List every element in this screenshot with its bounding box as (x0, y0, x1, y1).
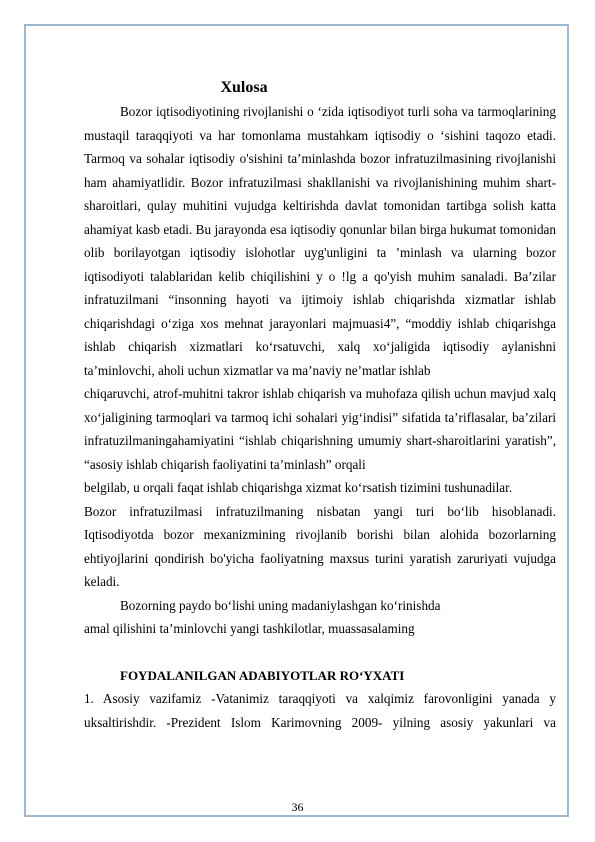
paragraph-definition-end: belgilab, u orqali faqat ishlab chiqarishga xizmat ko‘rsatish tizimini tushunadilar. (84, 480, 513, 495)
spacer (84, 641, 556, 664)
paragraph-new-organizations: amal qilishini ta’minlovchi yangi tashkilotlar, muassasalaming (84, 621, 415, 636)
paragraph-market-emergence: Bozorning paydo bo‘lishi uning madaniylashgan ko‘rinishda (120, 597, 441, 613)
page-number: 36 (291, 800, 304, 814)
references-heading: FOYDALANILGAN ADABIYOTLAR RO‘YXATI (120, 667, 405, 683)
paragraph-continuation: chiqaruvchi, atrof-muhitni takror ishlab chiqarish va muhofaza qilish uchun mavjud xalq xo‘jaligining tarmoqlari va tarmoq ichi sohalari yig‘indisi” sifatida ta’riflasalar, ba’zilari infratuzilmaningahamiyatini “ishlab chiqarishning umumiy shart-sharoitlarini yaratish”, “asosiy ishlab chiqarish faoliyatini ta’minlash” orqali (84, 386, 556, 472)
section-title: Xulosa (220, 79, 268, 96)
reference-item: 1. Asosiy vazifamiz -Vatanimiz taraqqiyoti va xalqimiz farovonligini yanada y uksaltirishdir. -Prezident Islom Karimovning 2009- yilning asosiy yakunlari va (84, 691, 556, 730)
document-body (84, 76, 556, 734)
paragraph-intro: Bozor iqtisodiyotining rivojlanishi o ‘zida iqtisodiyot turli soha va tarmoqlarining mustaqil taraqqiyoti va har tomonlama mustahkam iqtisodiy o ‘sishini taqozo etadi. Tarmoq va sohalar iqtisodiy o'sishini ta’minlashda bozor infratuzilmasining rivojlanishi ham ahamiyatlidir. Bozor infratuzilmasi shakllanishi va rivojlanishining muhim shart- sharoitlari, qulay muhitini vujudga keltirishda davlat tomonidan tartibga solish katta ahamiyat kasb etadi. Bu jarayonda esa iqtisodiy qonunlar bilan birga hukumat tomonidan olib borilayotgan iqtisodiy islohotlar uyg'unligini ta ’minlash va ularning bozor iqtisodiyoti talablaridan kelib chiqilishini y o !lg a qo'yish muhim sanaladi. Ba’zilar infratuzilmani “insonning hayoti va ijtimoiy ishlab chiqarishda xizmatlar ishlab chiqarishdagi o‘ziga xos mehnat jarayonlari majmuasi4”, “moddiy ishlab chiqarishga ishlab chiqarish xizmatlari ko‘rsatuvchi, xalq xo‘jaligida iqtisodiy aylanishni ta’minlovchi, aholi uchun xizmatlar va ma’naviy ne’matlar ishlab (84, 104, 556, 378)
paragraph-market-infrastructure: Bozor infratuzilmasi infratuzilmaning nisbatan yangi turi bo‘lib hisoblanadi. Iqtisodiyotda bozor mexanizmining rivojlanib borishi bilan alohida bozorlarning ehtiyojlarini qondirish bo'yicha faoliyatning maxsus turini yaratish zaruriyati vujudga keladi. (84, 503, 556, 589)
